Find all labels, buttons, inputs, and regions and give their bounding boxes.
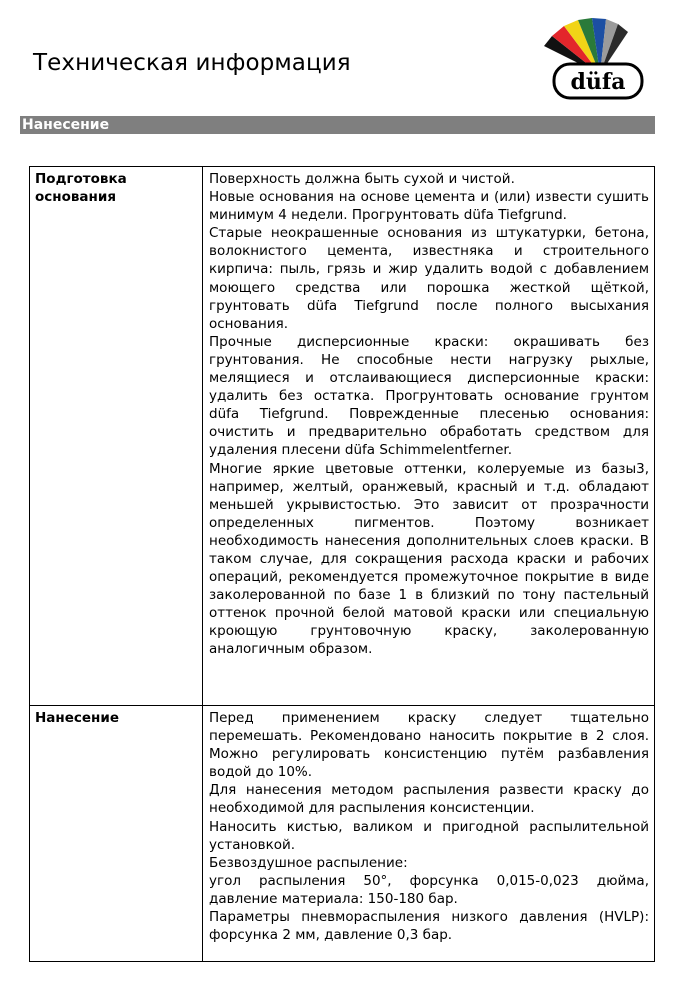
dufa-logo-icon [538, 16, 658, 106]
section-bar: Нанесение [20, 116, 655, 134]
paragraph: Перед применением краску следует тщательно перемешать. Рекомендовано наносить покрытие в 2 слоя. Можно регулировать консистенцию путём разбавления водой до 10%. [209, 710, 649, 781]
table-row [30, 167, 655, 706]
paragraph: Поверхность должна быть сухой и чистой. [209, 171, 515, 187]
row-content [203, 167, 655, 706]
row-label-line: основания [35, 189, 116, 206]
table-row [30, 706, 655, 962]
paragraph: Безвоздушное распыление: [209, 854, 408, 871]
info-table [29, 166, 655, 962]
dufa-logo [538, 16, 658, 106]
paragraph: Старые неокрашенные основания из штукатурки, бетона, волокнистого цемента, известняка и строительного кирпича: пыль, грязь и жир удалить водой с добавлением моющего средства или порошка жесткой щёткой, грунтовать düfa Tiefgrund после полного высыхания основания. [209, 225, 649, 332]
paragraph: Наносить кистью, валиком и пригодной распылительной установкой. [209, 818, 649, 853]
paragraph: Прочные дисперсионные краски: окрашивать без грунтования. Не способные нести нагрузку рыхлые, мелящиеся и отслаивающиеся дисперсионные краски: удалить без остатка. Прогрунтовать основание грунтом düfa Tiefgrund. Поврежденные плесенью основания: очистить и предварительно обработать средством для удаления плесени düfa Schimmelentferner. [209, 333, 649, 459]
row-label-line: Подготовка [35, 171, 127, 187]
paragraph: Для нанесения методом распыления развести краску до необходимой для распыления консистенции. [209, 782, 649, 817]
row-label-line: Нанесение [35, 710, 119, 726]
row-content [203, 706, 655, 962]
paragraph: Многие яркие цветовые оттенки, колеруемые из базы3, например, желтый, оранжевый, красный и т.д. обладают меньшей укрывистостью. Это зависит от прозрачности определенных пигментов. Поэтому возникает необходимость нанесения дополнительных слоев краски. В таком случае, для сокращения расхода краски и рабочих операций, рекомендуется промежуточное покрытие в виде заколерованной по базе 1 в близкий по тону пастельный оттенок прочной белой матовой краски или специальную кроющую грунтовочную краску, заколерованную аналогичным образом. [209, 460, 649, 658]
row-label [30, 706, 203, 962]
paragraph: угол распыления 50°, форсунка 0,015-0,023 дюйма, давление материала: 150-180 бар. [209, 872, 649, 907]
paragraph: Параметры пневмораспыления низкого давления (HVLP): форсунка 2 мм, давление 0,3 бар. [209, 909, 649, 944]
logo-wordmark: düfa [570, 69, 626, 95]
row-label [30, 167, 203, 706]
page-title: Техническая информация [33, 50, 351, 76]
paragraph: Новые основания на основе цемента и (или) извести сушить минимум 4 недели. Прогрунтовать düfa Tiefgrund. [209, 189, 649, 224]
